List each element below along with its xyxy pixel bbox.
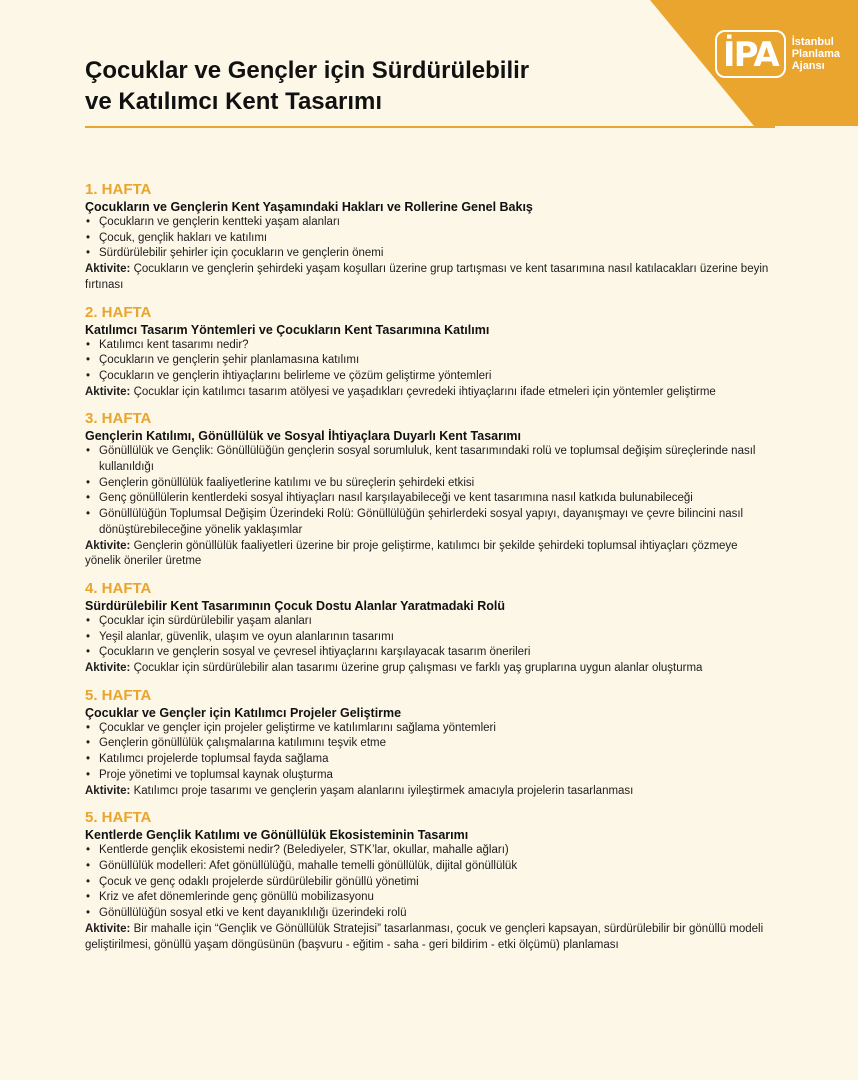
week-section xyxy=(85,410,775,570)
topic-item: • Çocuklar için sürdürülebilir yaşam alanları xyxy=(85,614,775,630)
activity-label: Aktivite: xyxy=(85,263,131,276)
activity-text xyxy=(85,661,775,677)
week-title: Sürdürülebilir Kent Tasarımının Çocuk Dostu Alanlar Yaratmadaki Rolü xyxy=(85,598,506,613)
activity-text xyxy=(85,385,775,401)
topic-item: • Çocuklar ve gençler için projeler geliştirme ve katılımlarını sağlama yöntemleri xyxy=(85,721,775,737)
activity-text xyxy=(85,784,775,800)
topic-item: • Çocuk ve genç odaklı projelerde sürdürülebilir gönüllü yönetimi xyxy=(85,875,775,891)
topic-item: • Çocukların ve gençlerin sosyal ve çevresel ihtiyaçlarını karşılayacak tasarım önerileri xyxy=(85,645,775,661)
week-section xyxy=(85,580,775,677)
logo-text-line: Ajansı xyxy=(791,60,825,72)
curriculum xyxy=(85,181,775,963)
topic-item: • Katılımcı projelerde toplumsal fayda sağlama xyxy=(85,752,775,768)
week-title: Katılımcı Tasarım Yöntemleri ve Çocukların Kent Tasarımına Katılımı xyxy=(85,322,490,337)
week-title: Çocukların ve Gençlerin Kent Yaşamındaki Hakları ve Rollerine Genel Bakış xyxy=(85,200,533,214)
week-label: 4. HAFTA xyxy=(85,579,152,597)
topic-item: • Gençlerin gönüllülük faaliyetlerine katılımı ve bu süreçlerin şehirdeki etkisi xyxy=(85,476,775,492)
week-title: Kentlerde Gençlik Katılımı ve Gönüllülük Ekosisteminin Tasarımı xyxy=(85,828,469,843)
topic-item: • Sürdürülebilir şehirler için çocukların ve gençlerin önemi xyxy=(85,246,775,262)
topic-item: • Yeşil alanlar, güvenlik, ulaşım ve oyun alanlarının tasarımı xyxy=(85,630,775,646)
topic-item: • Çocukların ve gençlerin ihtiyaçlarını belirleme ve çözüm geliştirme yöntemleri xyxy=(85,369,775,385)
topic-list xyxy=(85,215,775,262)
logo-text-line: Planlama xyxy=(791,48,840,60)
topic-item: • Proje yönetimi ve toplumsal kaynak oluşturma xyxy=(85,768,775,784)
topic-list xyxy=(85,338,775,385)
title-divider xyxy=(85,126,775,128)
week-section xyxy=(85,687,775,800)
topic-item: • Kriz ve afet dönemlerinde genç gönüllü mobilizasyonu xyxy=(85,890,775,906)
topic-item: • Gönüllülük modelleri: Afet gönüllülüğü, mahalle temelli gönüllülük, dijital gönüllülük xyxy=(85,859,775,875)
week-title: Gençlerin Katılımı, Gönüllülük ve Sosyal İhtiyaçlara Duyarlı Kent Tasarımı xyxy=(85,429,522,444)
topic-item: • Gönüllülüğün sosyal etki ve kent dayanıklılığı üzerindeki rolü xyxy=(85,906,775,922)
week-label: 1. HAFTA xyxy=(85,181,152,198)
ipa-logo-text xyxy=(792,36,840,72)
activity-description: Çocukların ve gençlerin şehirdeki yaşam koşulları üzerine grup tartışması ve kent tasarımına nasıl katılacakları üzerine beyin fırtınası xyxy=(85,263,769,291)
activity-text xyxy=(85,262,775,293)
activity-description: Çocuklar için sürdürülebilir alan tasarımı üzerine grup çalışması ve farklı yaş gruplarına uygun alanlar oluşturma xyxy=(133,662,703,675)
topic-item: • Katılımcı kent tasarımı nedir? xyxy=(85,338,775,354)
activity-label: Aktivite: xyxy=(85,385,131,398)
activity-label: Aktivite: xyxy=(85,662,131,675)
topic-list xyxy=(85,614,775,661)
topic-item: • Gönüllülük ve Gençlik: Gönüllülüğün gençlerin sosyal sorumluluk, kent tasarımındaki rolü ve toplumsal değişim süreçlerinde nasıl kullanıldığı xyxy=(85,444,775,475)
week-section xyxy=(85,304,775,401)
topic-item: • Çocukların ve gençlerin kentteki yaşam alanları xyxy=(85,215,775,231)
week-label: 2. HAFTA xyxy=(85,303,152,321)
page-title-line: ve Katılımcı Kent Tasarımı xyxy=(85,88,382,115)
week-label: 5. HAFTA xyxy=(85,809,152,827)
week-label: 5. HAFTA xyxy=(85,686,152,704)
week-section xyxy=(85,809,775,953)
activity-description: Bir mahalle için “Gençlik ve Gönüllülük Stratejisi” tasarlanması, çocuk ve gençleri kapsayan, sürdürülebilir bir gönüllü modeli geliştirilmesi, gönüllü yaşam döngüsünün (başvuru - eğitim - saha - geri bildirim - etki ölçümü) planlaması xyxy=(85,922,764,951)
activity-text xyxy=(85,922,775,953)
ipa-logo xyxy=(715,30,840,78)
topic-list xyxy=(85,721,775,784)
topic-item: • Genç gönüllülerin kentlerdeki sosyal ihtiyaçları nasıl karşılayabileceği ve kent tasarımına nasıl katkıda bulunabileceği xyxy=(85,491,775,507)
topic-list xyxy=(85,444,775,538)
week-label: 3. HAFTA xyxy=(85,410,152,428)
topic-list xyxy=(85,843,775,922)
activity-label: Aktivite: xyxy=(85,784,131,797)
week-section xyxy=(85,181,775,294)
activity-label: Aktivite: xyxy=(85,539,131,552)
activity-description: Katılımcı proje tasarımı ve gençlerin yaşam alanlarını iyileştirmek amacıyla projelerin tasarlanması xyxy=(133,784,634,797)
topic-item: • Çocukların ve gençlerin şehir planlamasına katılımı xyxy=(85,353,775,369)
topic-item: • Gençlerin gönüllülük çalışmalarına katılımını teşvik etme xyxy=(85,736,775,752)
activity-label: Aktivite: xyxy=(85,922,131,935)
page-title xyxy=(85,55,605,117)
topic-item: • Çocuk, gençlik hakları ve katılımı xyxy=(85,231,775,247)
activity-text xyxy=(85,539,775,570)
ipa-logo-mark: İPA xyxy=(715,30,786,78)
week-title: Çocuklar ve Gençler için Katılımcı Projeler Geliştirme xyxy=(85,705,402,720)
activity-description: Çocuklar için katılımcı tasarım atölyesi ve yaşadıkları çevredeki ihtiyaçlarını ifade etmeleri için yöntemler geliştirme xyxy=(133,385,716,398)
logo-text-line: İstanbul xyxy=(791,36,834,48)
activity-description: Gençlerin gönüllülük faaliyetleri üzerine bir proje geliştirme, katılımcı bir şekilde şehirdeki toplumsal ihtiyaçları çözmeye yönelik öneriler üretme xyxy=(85,539,738,568)
topic-item: • Kentlerde gençlik ekosistemi nedir? (Belediyeler, STK’lar, okullar, mahalle ağları) xyxy=(85,843,775,859)
topic-item: • Gönüllülüğün Toplumsal Değişim Üzerindeki Rolü: Gönüllülüğün şehirlerdeki sosyal yapıyı, dayanışmayı ve çevre bilincini nasıl dönüştürebileceğine yönelik yaklaşımlar xyxy=(85,507,775,538)
page-title-line: Çocuklar ve Gençler için Sürdürülebilir xyxy=(85,57,530,84)
